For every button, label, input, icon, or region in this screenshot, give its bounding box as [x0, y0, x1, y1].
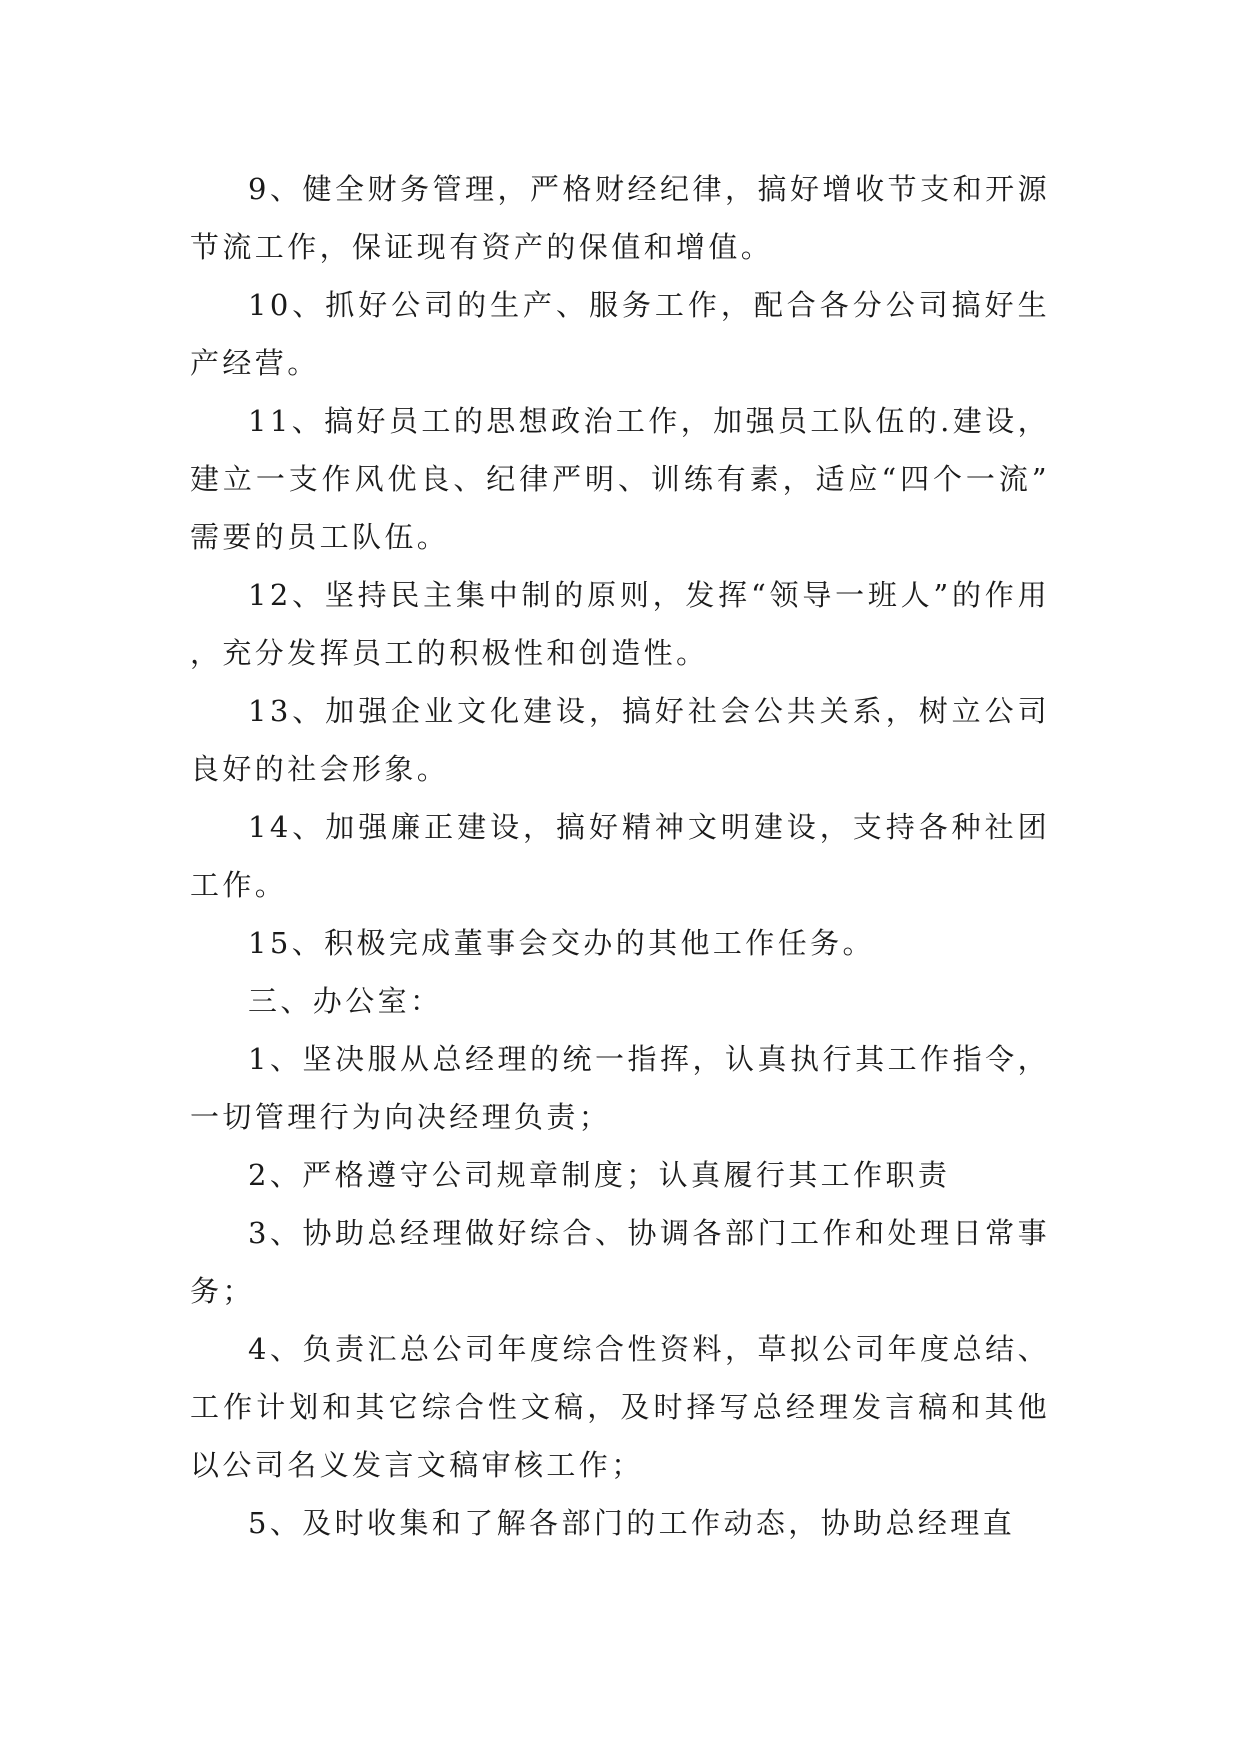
paragraph-item-3: 3、协助总经理做好综合、协调各部门工作和处理日常事务； [190, 1216, 1050, 1308]
paragraph-item-11: 11、搞好员工的思想政治工作，加强员工队伍的.建设，建立一支作风优良、纪律严明、训练有素，适应“四个一流”需要的员工队伍。 [190, 404, 1050, 554]
paragraph-item-14: 14、加强廉正建设，搞好精神文明建设，支持各种社团工作。 [190, 810, 1050, 902]
paragraph-item-1: 1、坚决服从总经理的统一指挥，认真执行其工作指令，一切管理行为向决经理负责； [190, 1042, 1050, 1134]
paragraph-item-15: 15、积极完成董事会交办的其他工作任务。 [248, 926, 875, 960]
paragraph-item-12: 12、坚持民主集中制的原则，发挥“领导一班人”的作用，充分发挥员工的积极性和创造性。 [190, 578, 1050, 670]
paragraph-item-13: 13、加强企业文化建设，搞好社会公共关系，树立公司良好的社会形象。 [190, 694, 1050, 786]
paragraph-item-5: 5、及时收集和了解各部门的工作动态，协助总经理直 [248, 1506, 1016, 1540]
paragraph-item-4: 4、负责汇总公司年度综合性资料，草拟公司年度总结、工作计划和其它综合性文稿，及时择写总经理发言稿和其他以公司名义发言文稿审核工作； [190, 1332, 1050, 1482]
paragraph-item-2: 2、严格遵守公司规章制度；认真履行其工作职责 [248, 1158, 951, 1192]
document-body [190, 160, 1050, 1552]
section-heading-office: 三、办公室： [248, 984, 443, 1018]
paragraph-item-10: 10、抓好公司的生产、服务工作，配合各分公司搞好生产经营。 [190, 288, 1050, 380]
paragraph-item-9: 9、健全财务管理，严格财经纪律，搞好增收节支和开源节流工作，保证现有资产的保值和增值。 [190, 172, 1050, 264]
